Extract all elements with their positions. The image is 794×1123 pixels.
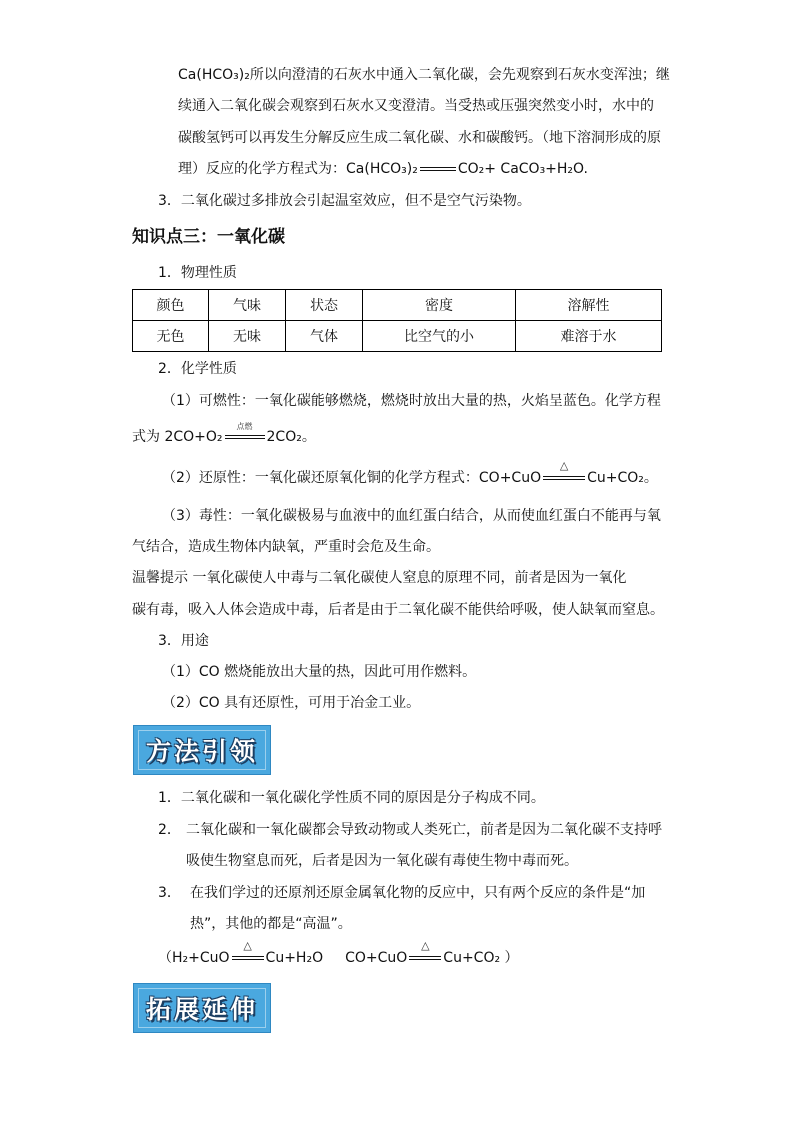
equation-right: CO₂+ CaCO₃+H₂O. [457, 161, 588, 177]
method-item-2-line-1: 二氧化碳和一氧化碳都会导致动物或人类死亡，前者是因为二氧化碳不支持呼 [186, 822, 662, 838]
table-cell: 无色 [133, 321, 209, 352]
table-header-cell: 颜色 [133, 290, 209, 321]
method-item-1: 1．二氧化碳和一氧化碳化学性质不同的原因是分子构成不同。 [158, 790, 545, 806]
double-bar-equals [420, 163, 456, 175]
reaction-arrow [225, 422, 265, 443]
table-cell: 无味 [209, 321, 286, 352]
reaction-condition: 点燃 [236, 422, 253, 431]
equation-right: Cu+CO₂。 [587, 470, 658, 486]
table-header-row [133, 290, 662, 321]
intro-line-2: 续通入二氧化碳会观察到石灰水又变澄清。当受热或压强突然变小时，水中的 [178, 98, 654, 114]
intro-line-1: Ca(HCO₃)₂所以向澄清的石灰水中通入二氧化碳，会先观察到石灰水变浑浊；继 [178, 67, 670, 83]
reducibility-line [162, 459, 658, 489]
table-header-cell: 状态 [286, 290, 363, 321]
subheading-uses: 3．用途 [158, 633, 209, 649]
equation-right: 2CO₂。 [266, 429, 316, 445]
heat-symbol: △ [421, 939, 430, 952]
equation-left: 理）反应的化学方程式为：Ca(HCO₃)₂ [178, 161, 418, 177]
method-item-3-number: 3． [158, 885, 181, 901]
equation-co-right: Cu+CO₂ ） [443, 950, 519, 966]
table-row [133, 321, 662, 352]
equation-h2-right: Cu+H₂O [265, 950, 324, 966]
table-cell: 气体 [286, 321, 363, 352]
reaction-arrow [543, 459, 585, 484]
method-item-3-line-1: 在我们学过的还原剂还原金属氧化物的反应中，只有两个反应的条件是“加 [190, 885, 646, 901]
toxicity-line-1: （3）毒性：一氧化碳极易与血液中的血红蛋白结合，从而使血红蛋白不能再与氧 [162, 508, 661, 524]
use-2: （2）CO 具有还原性，可用于冶金工业。 [162, 695, 421, 711]
use-1: （1）CO 燃烧能放出大量的热，因此可用作燃料。 [162, 664, 477, 680]
combustibility-line-1: （1）可燃性：一氧化碳能够燃烧，燃烧时放出大量的热，火焰呈蓝色。化学方程 [162, 393, 661, 409]
tip-line-1: 温馨提示 一氧化碳使人中毒与二氧化碳使人窒息的原理不同，前者是因为一氧化 [132, 570, 627, 586]
table-header-cell: 气味 [209, 290, 286, 321]
method-item-2-line-2: 吸使生物窒息而死，后者是因为一氧化碳有毒使生物中毒而死。 [186, 853, 578, 869]
table-header-cell: 溶解性 [516, 290, 662, 321]
subheading-physical: 1．物理性质 [158, 265, 237, 281]
heat-symbol: △ [559, 459, 569, 472]
tip-line-2: 碳有毒，吸入人体会造成中毒，后者是由于二氧化碳不能供给呼吸，使人缺氧而窒息。 [132, 602, 664, 618]
equation-co-left: CO+CuO [345, 950, 408, 966]
physical-properties-table [132, 289, 662, 352]
intro-equation-line [178, 158, 588, 180]
point-3: 3．二氧化碳过多排放会引起温室效应，但不是空气污染物。 [158, 193, 531, 209]
equation-left: 式为 2CO+O₂ [132, 429, 223, 445]
reaction-arrow [409, 939, 441, 964]
extension-banner-text: 拓展延伸 [145, 995, 258, 1024]
equation-h2-left: （H₂+CuO [158, 950, 230, 966]
method-banner-text: 方法引领 [145, 737, 258, 766]
toxicity-line-2: 气结合，造成生物体内缺氧，严重时会危及生命。 [132, 539, 440, 555]
table-cell: 难溶于水 [516, 321, 662, 352]
method-item-3-line-2: 热”，其他的都是“高温”。 [190, 916, 352, 932]
method-item-2-number: 2． [158, 822, 181, 838]
reaction-arrow [232, 939, 264, 964]
section-title: 知识点三：一氧化碳 [132, 227, 285, 247]
reducibility-text: （2）还原性：一氧化碳还原氧化铜的化学方程式：CO+CuO [162, 470, 542, 486]
combustibility-equation [132, 422, 316, 448]
heat-symbol: △ [243, 939, 252, 952]
intro-line-3: 碳酸氢钙可以再发生分解反应生成二氧化碳、水和碳酸钙。（地下溶洞形成的原 [178, 130, 661, 146]
reduction-equations [158, 939, 519, 969]
subheading-chemical: 2．化学性质 [158, 361, 237, 377]
extension-banner [133, 983, 271, 1033]
table-cell: 比空气的小 [363, 321, 516, 352]
table-header-cell: 密度 [363, 290, 516, 321]
method-banner [133, 725, 271, 775]
